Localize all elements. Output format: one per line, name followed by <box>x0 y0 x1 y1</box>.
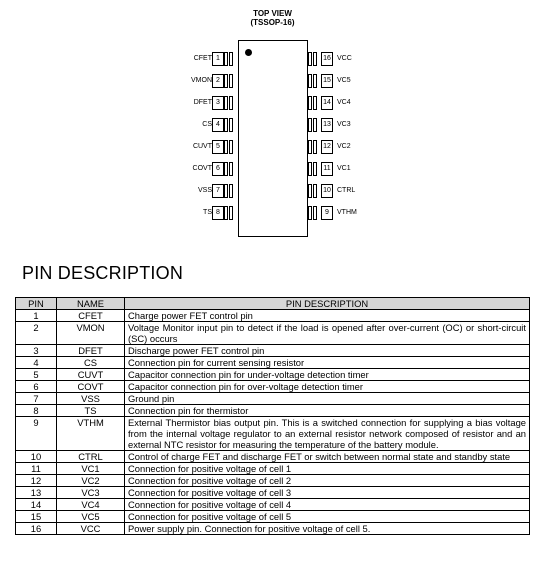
pin-number-cell: 15 <box>16 511 57 523</box>
pin-name-cell: VC1 <box>57 463 125 475</box>
pin-lead <box>313 206 317 220</box>
pin-description-cell: Ground pin <box>125 393 530 405</box>
pin-lead <box>224 52 228 66</box>
pin-number-box: 3 <box>212 96 224 110</box>
pin-lead <box>224 118 228 132</box>
pin-number-box: 8 <box>212 206 224 220</box>
pin-name-cell: CTRL <box>57 451 125 463</box>
pin-name-cell: VC4 <box>57 499 125 511</box>
package-pin-13 <box>308 118 368 132</box>
pin-description-cell: Connection for positive voltage of cell 3 <box>125 487 530 499</box>
table-row <box>16 487 530 499</box>
section-heading: PIN DESCRIPTION <box>22 263 184 283</box>
pin-name-label: CS <box>202 121 212 128</box>
table-row <box>16 345 530 357</box>
pin-description-table <box>15 297 530 535</box>
pin-name-cell: VC2 <box>57 475 125 487</box>
table-row <box>16 369 530 381</box>
pin-number-cell: 14 <box>16 499 57 511</box>
pin-number-box: 14 <box>321 96 333 110</box>
pin-description-cell: Capacitor connection pin for over-voltage detection timer <box>125 381 530 393</box>
table-row <box>16 475 530 487</box>
package-pin-2 <box>188 74 238 88</box>
package-pin-9 <box>308 206 368 220</box>
pin-number-box: 7 <box>212 184 224 198</box>
pin-number-box: 2 <box>212 74 224 88</box>
package-view-title: TOP VIEW <box>253 9 292 18</box>
pin-lead <box>308 96 312 110</box>
pin-number-cell: 2 <box>16 322 57 345</box>
package-pin-6 <box>188 162 238 176</box>
pin-lead <box>313 74 317 88</box>
pin-name-cell: VC3 <box>57 487 125 499</box>
pin-number-box: 1 <box>212 52 224 66</box>
pin-name-label: CUVT <box>192 143 212 150</box>
pin-lead <box>308 74 312 88</box>
table-row <box>16 405 530 417</box>
pin-lead <box>313 96 317 110</box>
pin-description-cell: Connection pin for thermistor <box>125 405 530 417</box>
pin-lead <box>308 52 312 66</box>
pin-name-cell: VTHM <box>57 417 125 451</box>
package-pin-4 <box>188 118 238 132</box>
table-row <box>16 357 530 369</box>
pin-number-cell: 4 <box>16 357 57 369</box>
pin-lead <box>229 184 233 198</box>
table-row <box>16 417 530 451</box>
pin-name-cell: VC5 <box>57 511 125 523</box>
pin-description-cell: Connection pin for current sensing resistor <box>125 357 530 369</box>
table-row <box>16 322 530 345</box>
pin-lead <box>308 162 312 176</box>
pin-name-label: CTRL <box>337 187 356 194</box>
package-pin-14 <box>308 96 368 110</box>
pin-number-box: 9 <box>321 206 333 220</box>
pin-name-label: VC5 <box>337 77 351 84</box>
package-type-label: (TSSOP-16) <box>250 18 295 27</box>
pin-description-cell: Connection for positive voltage of cell 4 <box>125 499 530 511</box>
ic-package-body <box>238 40 308 237</box>
package-pin-3 <box>188 96 238 110</box>
package-pin-5 <box>188 140 238 154</box>
pin-name-label: VSS <box>197 187 212 194</box>
pin-lead <box>308 140 312 154</box>
pin-number-cell: 10 <box>16 451 57 463</box>
package-pin-15 <box>308 74 368 88</box>
pin-number-box: 16 <box>321 52 333 66</box>
table-row <box>16 310 530 322</box>
pin-lead <box>224 206 228 220</box>
pin-number-box: 11 <box>321 162 333 176</box>
pin-lead <box>224 74 228 88</box>
pin-lead <box>313 162 317 176</box>
pin-number-cell: 11 <box>16 463 57 475</box>
pin-description-cell: Control of charge FET and discharge FET or switch between normal state and standby state <box>125 451 530 463</box>
pinout-diagram <box>0 0 545 245</box>
pin-lead <box>229 162 233 176</box>
pin-number-box: 10 <box>321 184 333 198</box>
pin-number-box: 15 <box>321 74 333 88</box>
pin-name-label: COVT <box>192 165 212 172</box>
pin-name-label: TS <box>203 209 212 216</box>
pin-number-box: 12 <box>321 140 333 154</box>
pin-lead <box>313 52 317 66</box>
pin-name-label: VC2 <box>337 143 351 150</box>
package-pin-11 <box>308 162 368 176</box>
pin1-marker-dot <box>245 49 252 56</box>
pin-lead <box>229 52 233 66</box>
pin-number-cell: 12 <box>16 475 57 487</box>
pin-name-cell: DFET <box>57 345 125 357</box>
pin-number-cell: 16 <box>16 523 57 535</box>
pin-description-cell: Connection for positive voltage of cell 5 <box>125 511 530 523</box>
table-header-row <box>16 298 530 310</box>
pin-number-cell: 7 <box>16 393 57 405</box>
pin-lead <box>224 184 228 198</box>
pin-lead <box>308 206 312 220</box>
package-pin-1 <box>188 52 238 66</box>
table-row <box>16 381 530 393</box>
table-row <box>16 393 530 405</box>
package-pin-7 <box>188 184 238 198</box>
package-pin-12 <box>308 140 368 154</box>
pin-lead <box>224 140 228 154</box>
pin-number-box: 13 <box>321 118 333 132</box>
table-row <box>16 451 530 463</box>
pin-number-cell: 8 <box>16 405 57 417</box>
table-row <box>16 511 530 523</box>
header-description: PIN DESCRIPTION <box>125 298 530 310</box>
pin-description-cell: Connection for positive voltage of cell 2 <box>125 475 530 487</box>
pin-lead <box>229 140 233 154</box>
pin-number-cell: 1 <box>16 310 57 322</box>
pin-description-cell: Power supply pin. Connection for positive voltage of cell 5. <box>125 523 530 535</box>
table-row <box>16 463 530 475</box>
pin-number-box: 5 <box>212 140 224 154</box>
pin-description-cell: Discharge power FET control pin <box>125 345 530 357</box>
pin-lead <box>224 96 228 110</box>
pin-name-cell: CUVT <box>57 369 125 381</box>
pin-name-label: VC3 <box>337 121 351 128</box>
pin-name-cell: TS <box>57 405 125 417</box>
pin-description-cell: Charge power FET control pin <box>125 310 530 322</box>
pin-name-cell: COVT <box>57 381 125 393</box>
header-name: NAME <box>57 298 125 310</box>
pin-name-cell: VMON <box>57 322 125 345</box>
pin-lead <box>229 118 233 132</box>
pin-number-box: 6 <box>212 162 224 176</box>
table-row <box>16 523 530 535</box>
pin-number-cell: 9 <box>16 417 57 451</box>
package-pin-16 <box>308 52 368 66</box>
package-pin-10 <box>308 184 368 198</box>
pin-description-cell: Capacitor connection pin for under-voltage detection timer <box>125 369 530 381</box>
package-pin-8 <box>188 206 238 220</box>
pin-lead <box>313 118 317 132</box>
pin-description-cell: External Thermistor bias output pin. This is a switched connection for supplying a bias voltage from the internal voltage regulator to an external resistor network composed of resistor and an external NTC resistor for measuring the temperature of the battery module. <box>125 417 530 451</box>
pin-lead <box>224 162 228 176</box>
pin-lead <box>308 184 312 198</box>
pin-lead <box>229 96 233 110</box>
pin-name-cell: VCC <box>57 523 125 535</box>
pin-lead <box>229 74 233 88</box>
pin-number-cell: 6 <box>16 381 57 393</box>
pin-name-label: CFET <box>193 55 212 62</box>
pin-name-cell: CFET <box>57 310 125 322</box>
pin-name-label: VCC <box>337 55 352 62</box>
pin-lead <box>308 118 312 132</box>
table-body <box>16 310 530 535</box>
pin-name-label: VMON <box>191 77 212 84</box>
pin-name-label: VC4 <box>337 99 351 106</box>
pin-lead <box>313 184 317 198</box>
pin-number-cell: 13 <box>16 487 57 499</box>
pin-lead <box>229 206 233 220</box>
pin-number-box: 4 <box>212 118 224 132</box>
pin-name-cell: VSS <box>57 393 125 405</box>
pin-name-cell: CS <box>57 357 125 369</box>
pin-description-cell: Connection for positive voltage of cell 1 <box>125 463 530 475</box>
header-pin: PIN <box>16 298 57 310</box>
pin-name-label: VC1 <box>337 165 351 172</box>
pin-lead <box>313 140 317 154</box>
pin-number-cell: 3 <box>16 345 57 357</box>
pin-number-cell: 5 <box>16 369 57 381</box>
pin-description-cell: Voltage Monitor input pin to detect if the load is opened after over-current (OC) or short-circuit (SC) occurs <box>125 322 530 345</box>
pin-name-label: VTHM <box>337 209 357 216</box>
pin-name-label: DFET <box>193 99 212 106</box>
table-row <box>16 499 530 511</box>
